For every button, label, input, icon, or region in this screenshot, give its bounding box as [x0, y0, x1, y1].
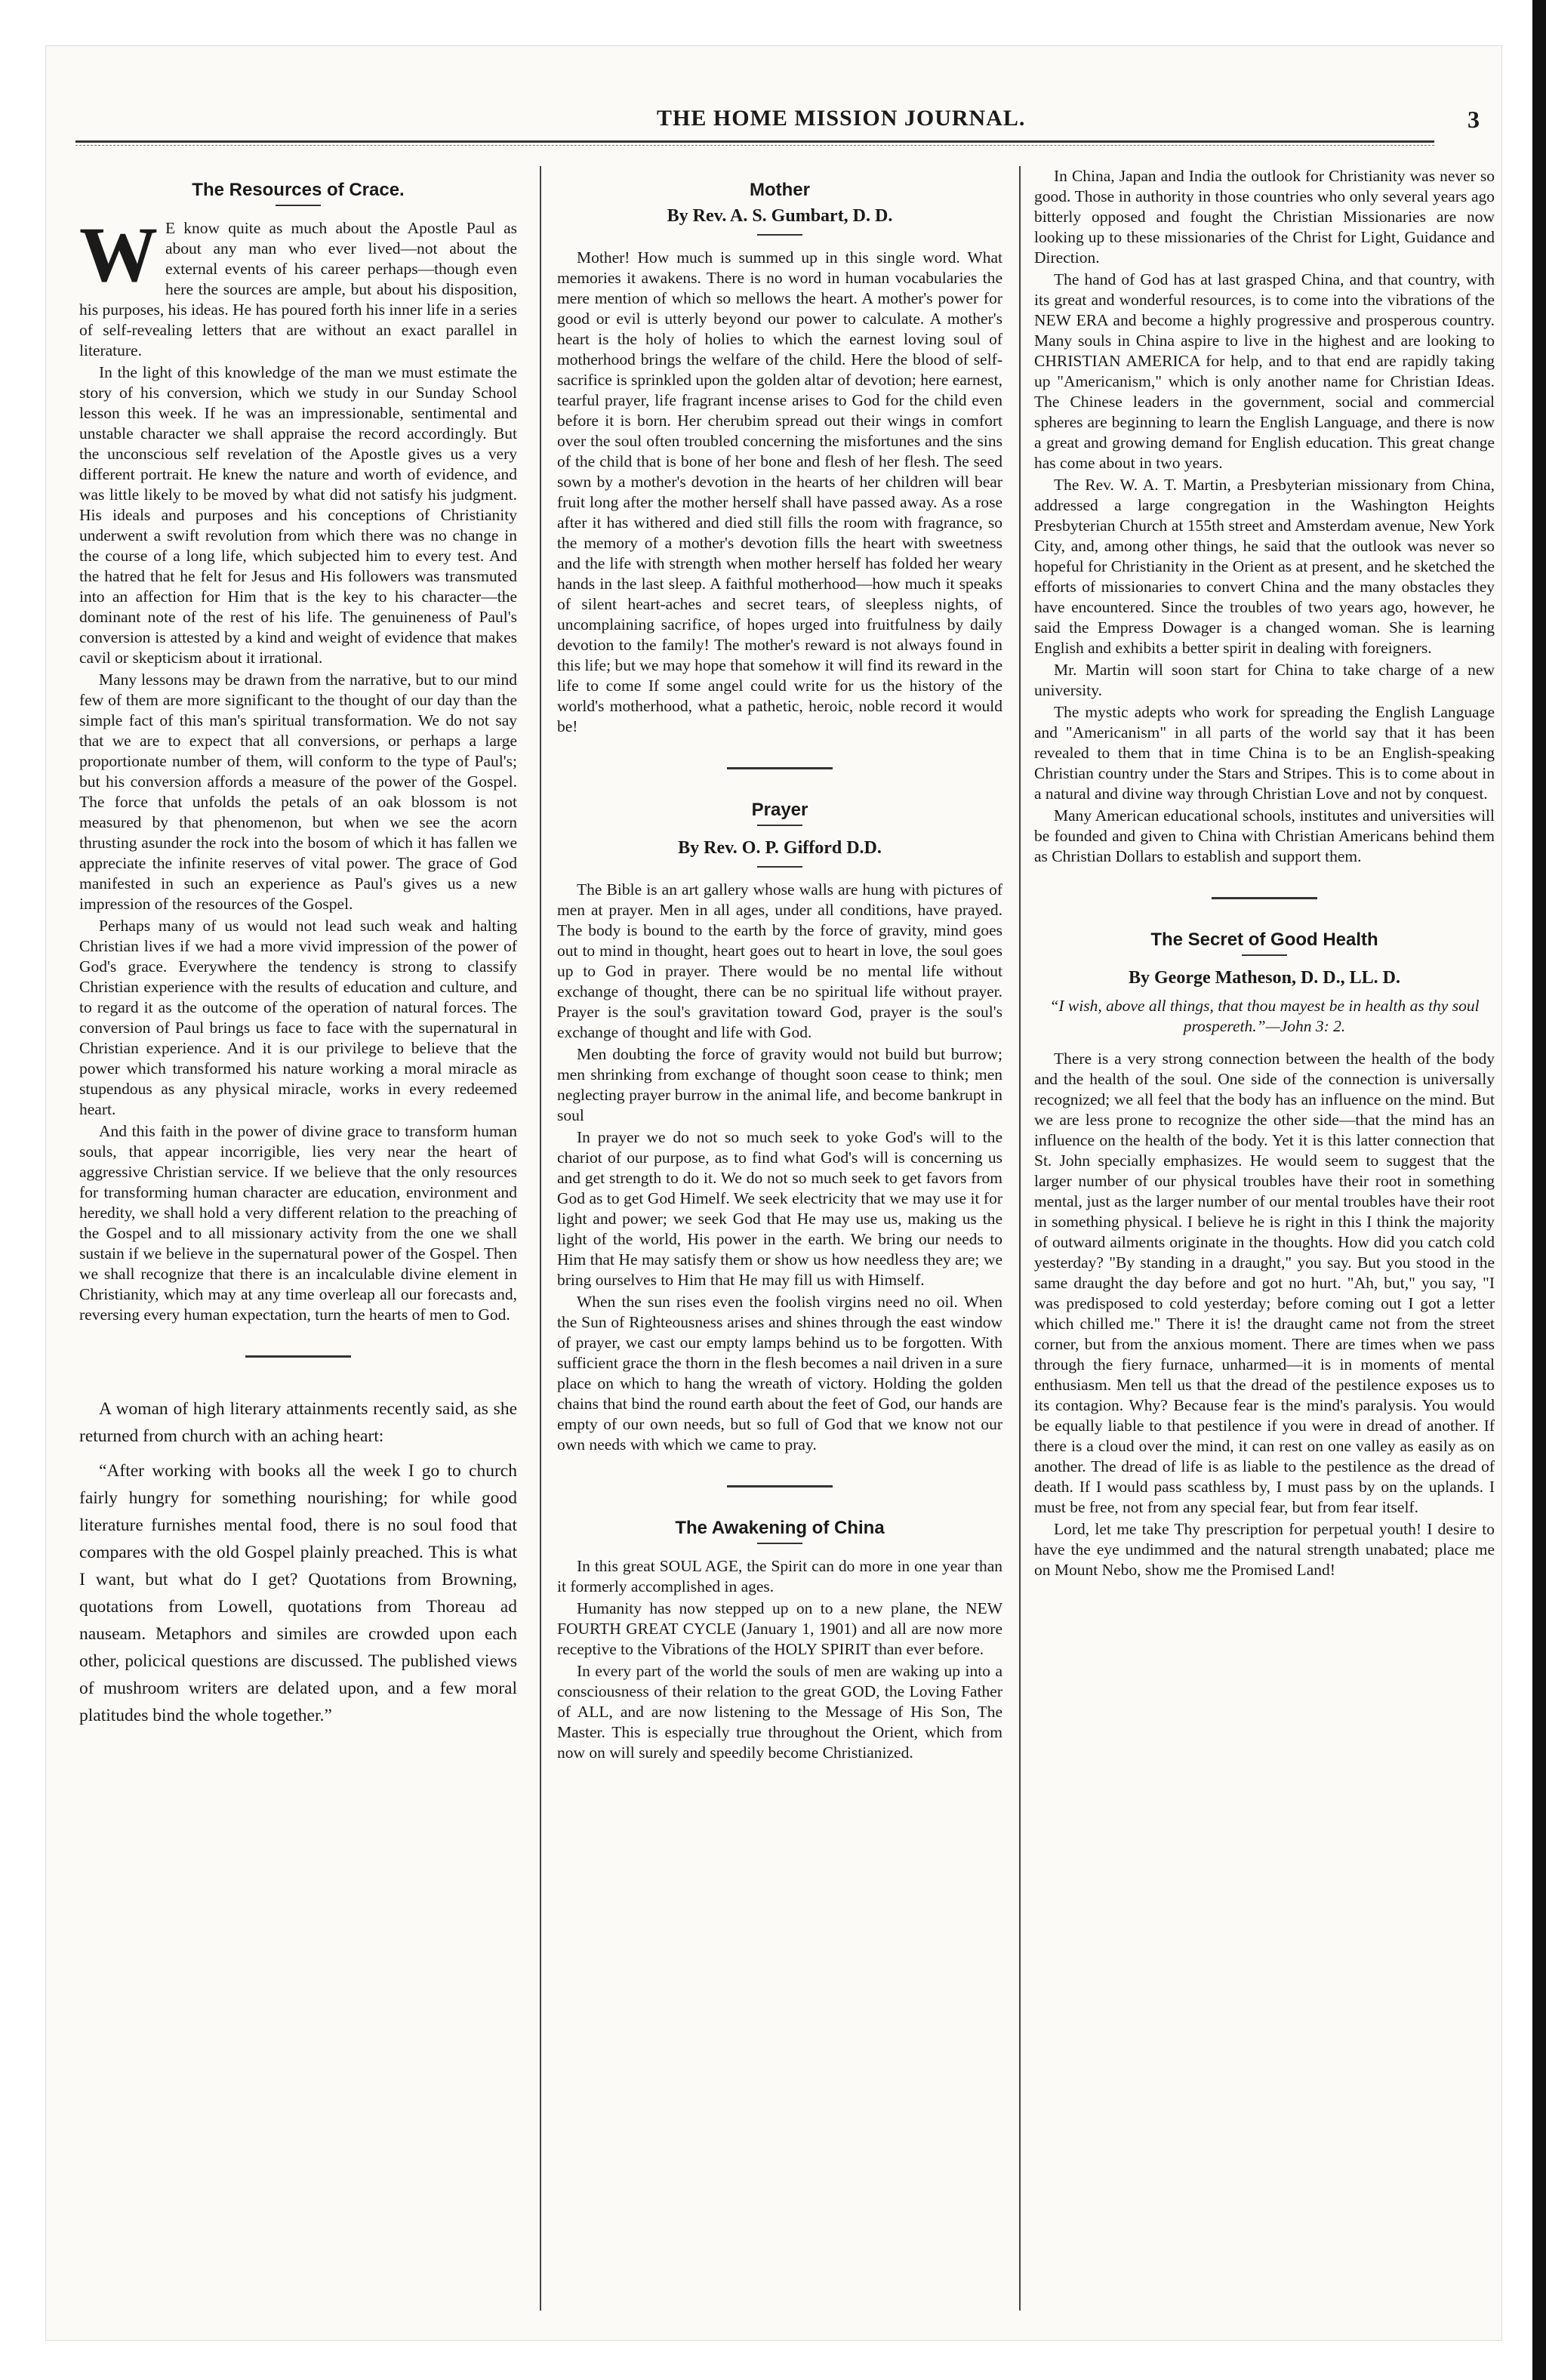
awakening-paragraph-7: Mr. Martin will soon start for China to take charge of a new university. [1034, 661, 1495, 699]
awakening-paragraph-1: In this great SOUL AGE, the Spirit can do more in one year than it formerly accomplished in ages. [557, 1557, 1002, 1595]
title-rule [1242, 954, 1287, 956]
prayer-byline: By Rev. O. P. Gifford D.D. [678, 838, 882, 858]
section-separator [245, 1355, 351, 1358]
journal-title: THE HOME MISSION JOURNAL. [657, 106, 1026, 131]
prayer-paragraph-4: When the sun rises even the foolish virgins need no oil. When the Sun of Righteousness arises and shines through the east window of prayer, we cast our empty lamps behind us to be forgotten. With sufficient grace the thorn in the flesh becomes a nail driven in a sure place on which to hang the wreath of victory. Holding the golden chains that bind the round earth about the feet of God, our hands are empty of our own needs, but so full of God that we know not our own needs with which we came to pray. [557, 1293, 1002, 1454]
column-divider-2 [1019, 166, 1021, 2311]
section-separator [727, 767, 833, 769]
awakening-paragraph-8: The mystic adepts who work for spreading the English Language and "Americanism" in all parts of the world say that it has been revealed to them that in time China is to be an English-speaking Christian country under the Stars and Stripes. This is to come about in a natural and divine way through Christian Love and not by conquest. [1034, 703, 1495, 803]
header-rule-dashed [75, 145, 1434, 146]
literary-woman-paragraph-1: A woman of high literary attainments recently said, as she returned from church with an aching heart: [79, 1399, 517, 1446]
mother-byline: By Rev. A. S. Gumbart, D. D. [667, 206, 893, 226]
resources-paragraph-5: And this faith in the power of divine grace to transform human souls, that appear incorrigible, lies very near the heart of aggressive Christian service. If we believe that the only resources for transforming human character are education, environment and heredity, we shall hold a very different relation to the preaching of the Gospel and to all missionary activity from the one we shall sustain if we believe in the supernatural power of the Gospel. Then we shall recognize that there is an incalculable divine element in Christianity, which may at any time overleap all our forecasts and, reversing every human expectation, turn the hearts of men to God. [79, 1122, 517, 1324]
column-1 [79, 166, 517, 2341]
mother-title: Mother [750, 180, 810, 200]
awakening-paragraph-2: Humanity has now stepped up on to a new plane, the NEW FOURTH GREAT CYCLE (January 1, 1901) and all are now more receptive to the Vibrations of the HOLY SPIRIT than ever before. [557, 1599, 1002, 1658]
byline-rule [757, 234, 802, 236]
awakening-paragraph-6: The Rev. W. A. T. Martin, a Presbyterian missionary from China, addressed a large congregation in the Washington Heights Presbyterian Church at 155th street and Amsterdam avenue, New York City, and, among other things, he said that the outlook was never so hopeful for Christianity in the Orient as at present, and he sketched the efforts of missionaries to convert China and the many obstacles they have encountered. Since the troubles of two years ago, however, he said the Empress Dowager is a changed woman. She is learning English and exhibits a better spirit in dealing with foreigners. [1034, 476, 1495, 657]
page-number: 3 [1467, 106, 1480, 133]
title-rule [276, 205, 321, 206]
prayer-title: Prayer [751, 800, 808, 820]
column-2 [557, 166, 1002, 2341]
literary-woman-article [79, 1395, 517, 1729]
mother-paragraph-1: Mother! How much is summed up in this single word. What memories it awakens. There is no word in human vocabularies the mere mention of which so mellows the heart. A mother's power for good or evil is utterly beyond our power to calculate. A mother's heart is the holy of holies to which the earnest loving soul of motherhood brings the welfare of the child. Here the blood of self-sacrifice is sprinkled upon the golden altar of devotion; here earnest, tearful prayer, life fragrant incense arises to God for the child even before it is born. Her cherubim spread out their wings in comfort over the soul often troubled concerning the misfortunes and the sins of the child that is bone of her bone and flesh of her flesh. The seed sown by a mother's devotion in the hearts of her children will bear fruit long after the mother herself shall have passed away. As a rose after it has withered and died still fills the room with fragrance, so the memory of a mother's devotion fills the heart with sweetness and the life with strength when mother herself has folded her weary hands in the last sleep. A faithful motherhood—how much it speaks of silent heart-aches and secret tears, of sleepless nights, of uncomplaining sacrifice, of hopes urged into fruitfulness by daily devotion to the family! The mother's reward is not always found in this life; but we may hope that somehow it will find its reward in the life to come If some angel could write for us the history of the world's motherhood, what a pathetic, heroic, noble record it would be! [557, 248, 1002, 735]
health-paragraph-2: Lord, let me take Thy prescription for perpetual youth! I desire to have the eye undimmed and the natural strength unabated; place me on Mount Nebo, show me the Promised Land! [1034, 1520, 1495, 1579]
section-separator [727, 1485, 833, 1488]
page-header [75, 106, 1480, 151]
column-3 [1034, 166, 1495, 2341]
health-paragraph-1: There is a very strong connection between the health of the body and the health of the soul. One side of the connection is universally recognized; we all feel that the body has an influence on the mind. But we are less prone to recognize the other side—that the mind has an influence on the health of the body. Yet it is this latter connection that St. John specially emphasizes. He would seem to suggest that the larger number of our physical troubles have their root in something mental, just as the larger number of our mental troubles have their root in something physical. I believe he is right in this I think the majority of outward ailments originate in the thoughts. How did you catch cold yesterday? "By standing in a draught," you say. But you stood in the same draught the day before and got no hurt. "Ah, but," you say, "I was predisposed to cold yesterday; before coming out I got a letter which chilled me." There it is! the draught came not from the street corner, but from the anxious moment. There are times when we pass through the fiery furnace, unharmed—it is in moments of mental enthusiasm. Men tell us that the dread of the pestilence exposes us to its contagion. Why? Because fear is the mind's paralysis. You would be equally liable to that pestilence if you were in dread of another. If there is a cloud over the mind, it can rest on one valley as easily as on another. The dread of life is as liable to the pestilence as the dread of death. If I would pass scathless by, I must pass by on the uplands. I must be free, not from any special fear, but from fear itself. [1034, 1050, 1495, 1516]
title-rule [757, 1543, 802, 1544]
health-epigraph: “I wish, above all things, that thou mayest be in health as thy soul prospereth.”—John 3: 2. [1049, 997, 1480, 1035]
header-rule [75, 140, 1434, 143]
section-separator [1212, 897, 1317, 899]
resources-title: The Resources of Crace. [192, 180, 405, 200]
awakening-paragraph-4: In China, Japan and India the outlook for Christianity was never so good. Those in authority in those countries who only several years ago bitterly opposed and fought the Christian Missionaries are now looking up to these missionaries of the Christ for Light, Guidance and Direction. [1034, 167, 1495, 267]
awakening-paragraph-3: In every part of the world the souls of men are waking up into a consciousness of their relation to the great GOD, the Loving Father of ALL, and are now listening to the Message of His Son, The Master. This is especially true throughout the Orient, which from now on will surely and speedily become Christianized. [557, 1662, 1002, 1762]
byline-rule [757, 866, 802, 868]
awakening-paragraph-9: Many American educational schools, institutes and universities will be founded and given to China with Christian Americans behind them as Christian Dollars to establish and support them. [1034, 806, 1495, 865]
resources-paragraph-4: Perhaps many of us would not lead such weak and halting Christian lives if we had a more vivid impression of the power of God's grace. Everywhere the tendency is strong to classify Christian experience with the results of education and culture, and to regard it as the outcome of the operation of natural forces. The conversion of Paul brings us face to face with the supernatural in Christian experience. And it is our privilege to believe that the power which transformed his nature working a moral miracle as stupendous as any physical miracle, works in every redeemed heart. [79, 917, 517, 1118]
prayer-paragraph-1: The Bible is an art gallery whose walls are hung with pictures of men at prayer. Men in all ages, under all conditions, have prayed. The body is bound to the earth by the force of gravity, mind goes out to mind in thought, heart goes out to heart in love, the soul goes up to God in prayer. There would be no mental life without exchange of thought, there can be no spiritual life without prayer. Prayer is the soul's gravitation toward God, prayer is the soul's exchange of thought and life with God. [557, 880, 1002, 1041]
column-divider-1 [540, 166, 541, 2311]
awakening-paragraph-5: The hand of God has at last grasped China, and that country, with its great and wonderful resources, is to come into the vibrations of the NEW ERA and become a highly progressive and prosperous country. Many souls in China aspire to live in the highest and are looking to CHRISTIAN AMERICA for help, and to that end are rapidly taking up "Americanism," which is only another name for Christian Ideas. The Chinese leaders in the government, social and commercial spheres are beginning to learn the English Language, and there is now a great and growing demand for English education. This great change has come about in two years. [1034, 270, 1495, 472]
drop-cap: W [79, 211, 158, 298]
resources-paragraph-2: In the light of this knowledge of the man we must estimate the story of his conversion, which we study in our Sunday School lesson this week. If he was an impressionable, sentimental and unstable character we shall appraise the record accordingly. But the unconscious self revelation of the Apostle gives us a very different portrait. He knew the nature and worth of evidence, and was little likely to be moved by what did not satisfy his judgment. His ideals and purposes and his conceptions of Christianity underwent a swift revolution from which there was no change in the course of a long life, which subjected him to every test. And the hatred that he felt for Jesus and His followers was transmuted into an affection for Him that is the key to his character—the dominant note of the rest of his life. The genuineness of Paul's conversion is attested by a kind and weight of evidence that makes cavil or skepticism about it irrational. [79, 363, 517, 667]
health-title: The Secret of Good Health [1150, 929, 1378, 950]
resources-paragraph-3: Many lessons may be drawn from the narrative, but to our mind few of them are more significant to the thought of our day than the simple fact of this man's spiritual transformation. We do not say that we are to expect that all conversions, or perhaps a large proportionate number of them, will conform to the type of Paul's; but his conversion affords a measure of the power of the Gospel. The force that unfolds the petals of an oak blossom is not measured by that phenomenon, but when we see the acorn thrusting asunder the rock into the bosom of which it has fallen we appreciate the infinite reserves of vital power. The grace of God manifested in such an experience as Paul's gives us a new impression of the resources of the Gospel. [79, 671, 517, 913]
literary-woman-paragraph-2: “After working with books all the week I go to church fairly hungry for something nourishing; for while good literature furnishes mental food, there is no soul food that compares with the old Gospel plainly preached. This is what I want, but what do I get? Quotations from Browning, quotations from Lowell, quotations from Thoreau ad nauseam. Metaphors and similes are crowded upon each other, policical questions are discussed. The published views of mushroom writers are delated upon, and a few moral platitudes bind the whole together.” [79, 1461, 517, 1725]
health-byline: By George Matheson, D. D., LL. D. [1129, 968, 1400, 988]
awakening-title: The Awakening of China [675, 1518, 885, 1538]
prayer-paragraph-3: In prayer we do not so much seek to yoke God's will to the chariot of our purpose, as to find what God's will is concerning us and get strength to do it. We do not so much seek to get favors from God as to get God Himelf. We seek electricity that we may use it for light and power; we seek God that He may use us, making us the light of the world, His power in the earth. We bring our needs to Him that He may satisfy them or show us how needless they are; we bring ourselves to Him that He may fill us with Himself. [557, 1128, 1002, 1289]
scan-edge-bar [1532, 0, 1546, 2380]
title-rule [757, 825, 802, 826]
prayer-paragraph-2: Men doubting the force of gravity would not build but burrow; men shrinking from exchange of thought soon cease to think; men neglecting prayer burrow in the animal life, and become bankrupt in soul [557, 1045, 1002, 1124]
resources-paragraph-1: W E know quite as much about the Apostle Paul as about any man who ever lived—not about the external events of his career perhaps—though even here the sources are ample, but about his disposition, his purposes, his ideas. He has poured forth his inner life in a series of self-revealing letters that are without an exact parallel in literature. [79, 211, 517, 359]
